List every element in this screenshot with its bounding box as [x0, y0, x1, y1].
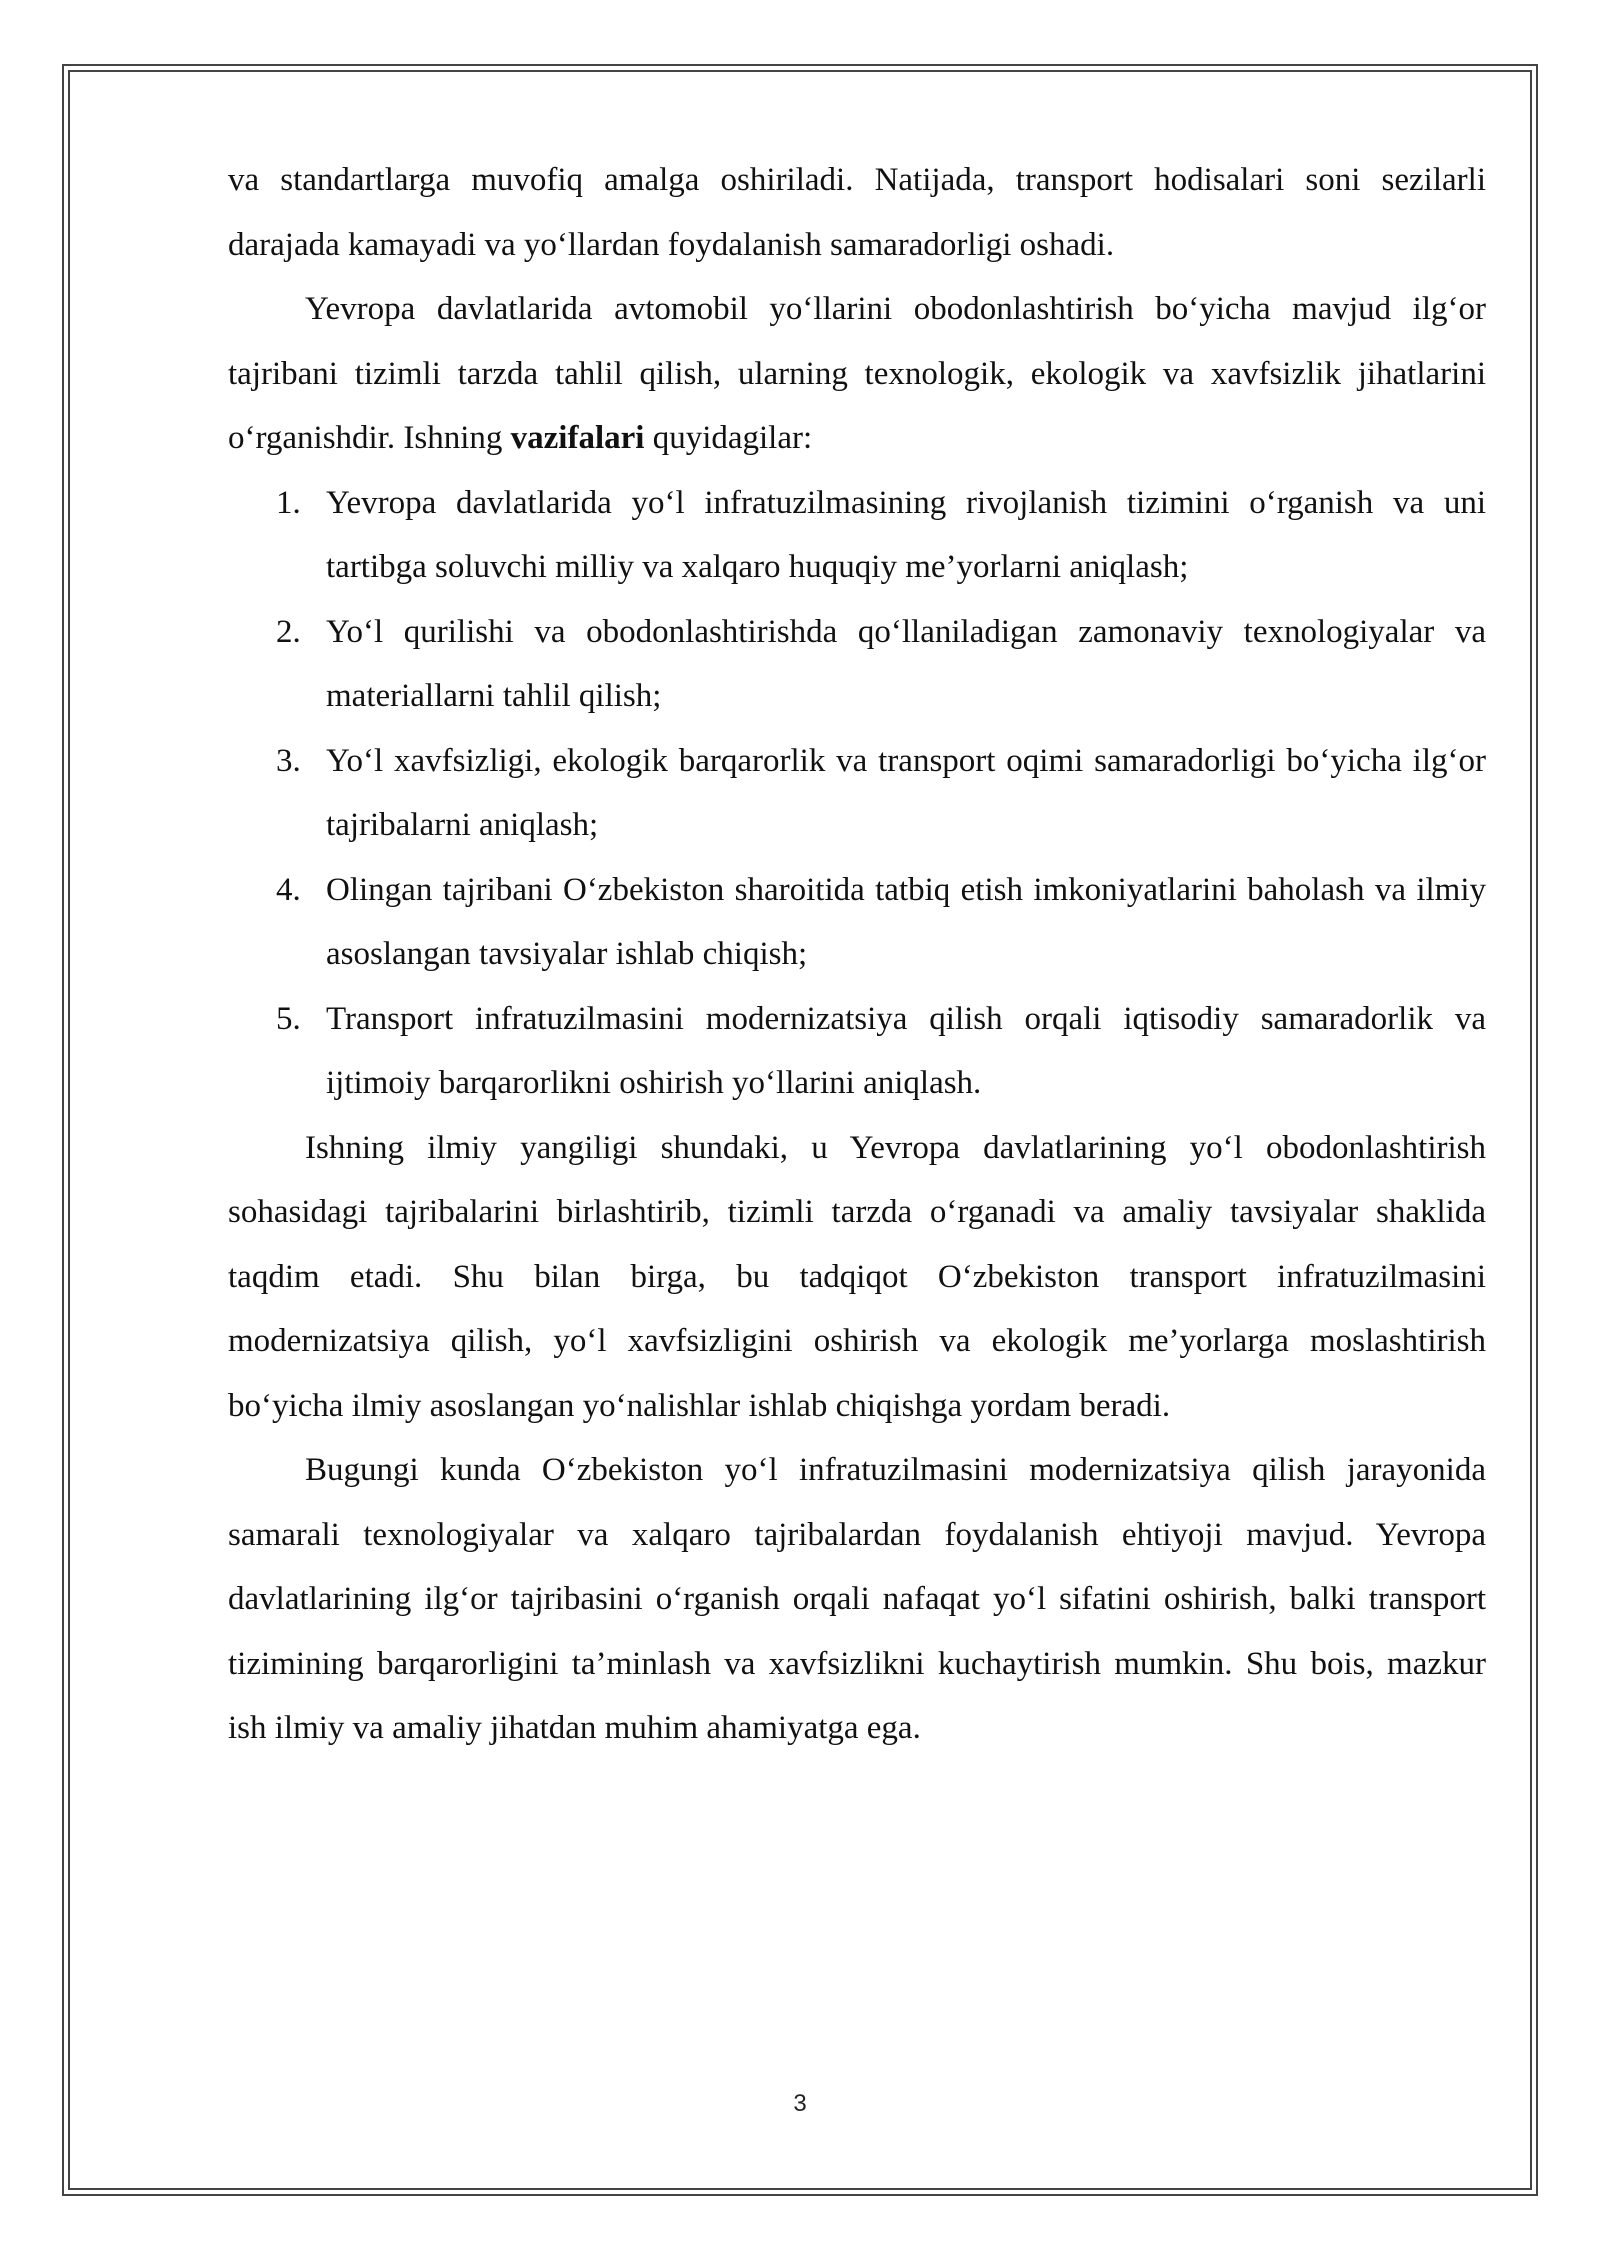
list-item-number: 2. — [276, 613, 301, 650]
objective-text-end: quyidagilar: — [644, 420, 813, 456]
objective-text: Yevropa davlatlarida avtomobil yo‘llarini obodonlashtirish bo‘yicha mavjud ilg‘or tajribani tizimli tarzda tahlil qilish, ularning texnologik, ekologik va xavfsizlik jihatlarini o‘rganishdir. Ishning — [228, 291, 1486, 456]
paragraph-objective — [228, 277, 1486, 471]
list-item-text: Transport infratuzilmasini modernizatsiya qilish orqali iqtisodiy samaradorlik va ijtimoiy barqarorlikni oshirish yo‘llarini aniqlash. — [326, 1000, 1486, 1101]
paragraph-relevance: Bugungi kunda O‘zbekiston yo‘l infratuzilmasini modernizatsiya qilish jarayonida samarali texnologiyalar va xalqaro tajribalardan foydalanish ehtiyoji mavjud. Yevropa davlatlarining ilg‘or tajribasini o‘rganish orqali nafaqat yo‘l sifatini oshirish, balki transport tizimining barqarorligini ta’minlash va xavfsizlikni kuchaytirish mumkin. Shu bois, mazkur ish ilmiy va amaliy jihatdan muhim ahamiyatga ega. — [228, 1452, 1486, 1746]
list-item-text: Yevropa davlatlarida yo‘l infratuzilmasining rivojlanish tizimini o‘rganish va uni tartibga soluvchi milliy va xalqaro huquqiy me’yorlarni aniqlash; — [326, 484, 1486, 585]
tasks-keyword: vazifalari — [510, 420, 645, 456]
list-item-number: 4. — [276, 871, 301, 908]
list-item-text: Olingan tajribani O‘zbekiston sharoitida tatbiq etish imkoniyatlarini baholash va ilmiy asoslangan tavsiyalar ishlab chiqish; — [326, 871, 1486, 972]
list-item — [228, 729, 1486, 858]
list-item — [228, 858, 1486, 987]
list-item-number: 1. — [276, 484, 301, 521]
list-item-text: Yo‘l qurilishi va obodonlashtirishda qo‘llaniladigan zamonaviy texnologiyalar va materiallarni tahlil qilish; — [326, 613, 1486, 714]
tasks-list — [228, 471, 1486, 1116]
list-item-text: Yo‘l xavfsizligi, ekologik barqarorlik va transport oqimi samaradorligi bo‘yicha ilg‘or tajribalarni aniqlash; — [326, 742, 1486, 843]
paragraph-novelty: Ishning ilmiy yangiligi shundaki, u Yevropa davlatlarining yo‘l obodonlashtirish sohasidagi tajribalarini birlashtirib, tizimli tarzda o‘rganadi va amaliy tavsiyalar shaklida taqdim etadi. Shu bilan birga, bu tadqiqot O‘zbekiston transport infratuzilmasini modernizatsiya qilish, yo‘l xavfsizligini oshirish va ekologik me’yorlarga moslashtirish bo‘yicha ilmiy asoslangan yo‘nalishlar ishlab chiqishga yordam beradi. — [228, 1129, 1486, 1424]
list-item-number: 3. — [276, 742, 301, 779]
paragraph-continuation: va standartlarga muvofiq amalga oshiriladi. Natijada, transport hodisalari soni sezilarli darajada kamayadi va yo‘llardan foydalanish samaradorligi oshadi. — [228, 162, 1486, 263]
page-number: 3 — [793, 2090, 807, 2117]
list-item — [228, 600, 1486, 729]
page-body — [228, 148, 1486, 1761]
list-item-number: 5. — [276, 1000, 301, 1037]
list-item — [228, 471, 1486, 600]
list-item — [228, 987, 1486, 1116]
